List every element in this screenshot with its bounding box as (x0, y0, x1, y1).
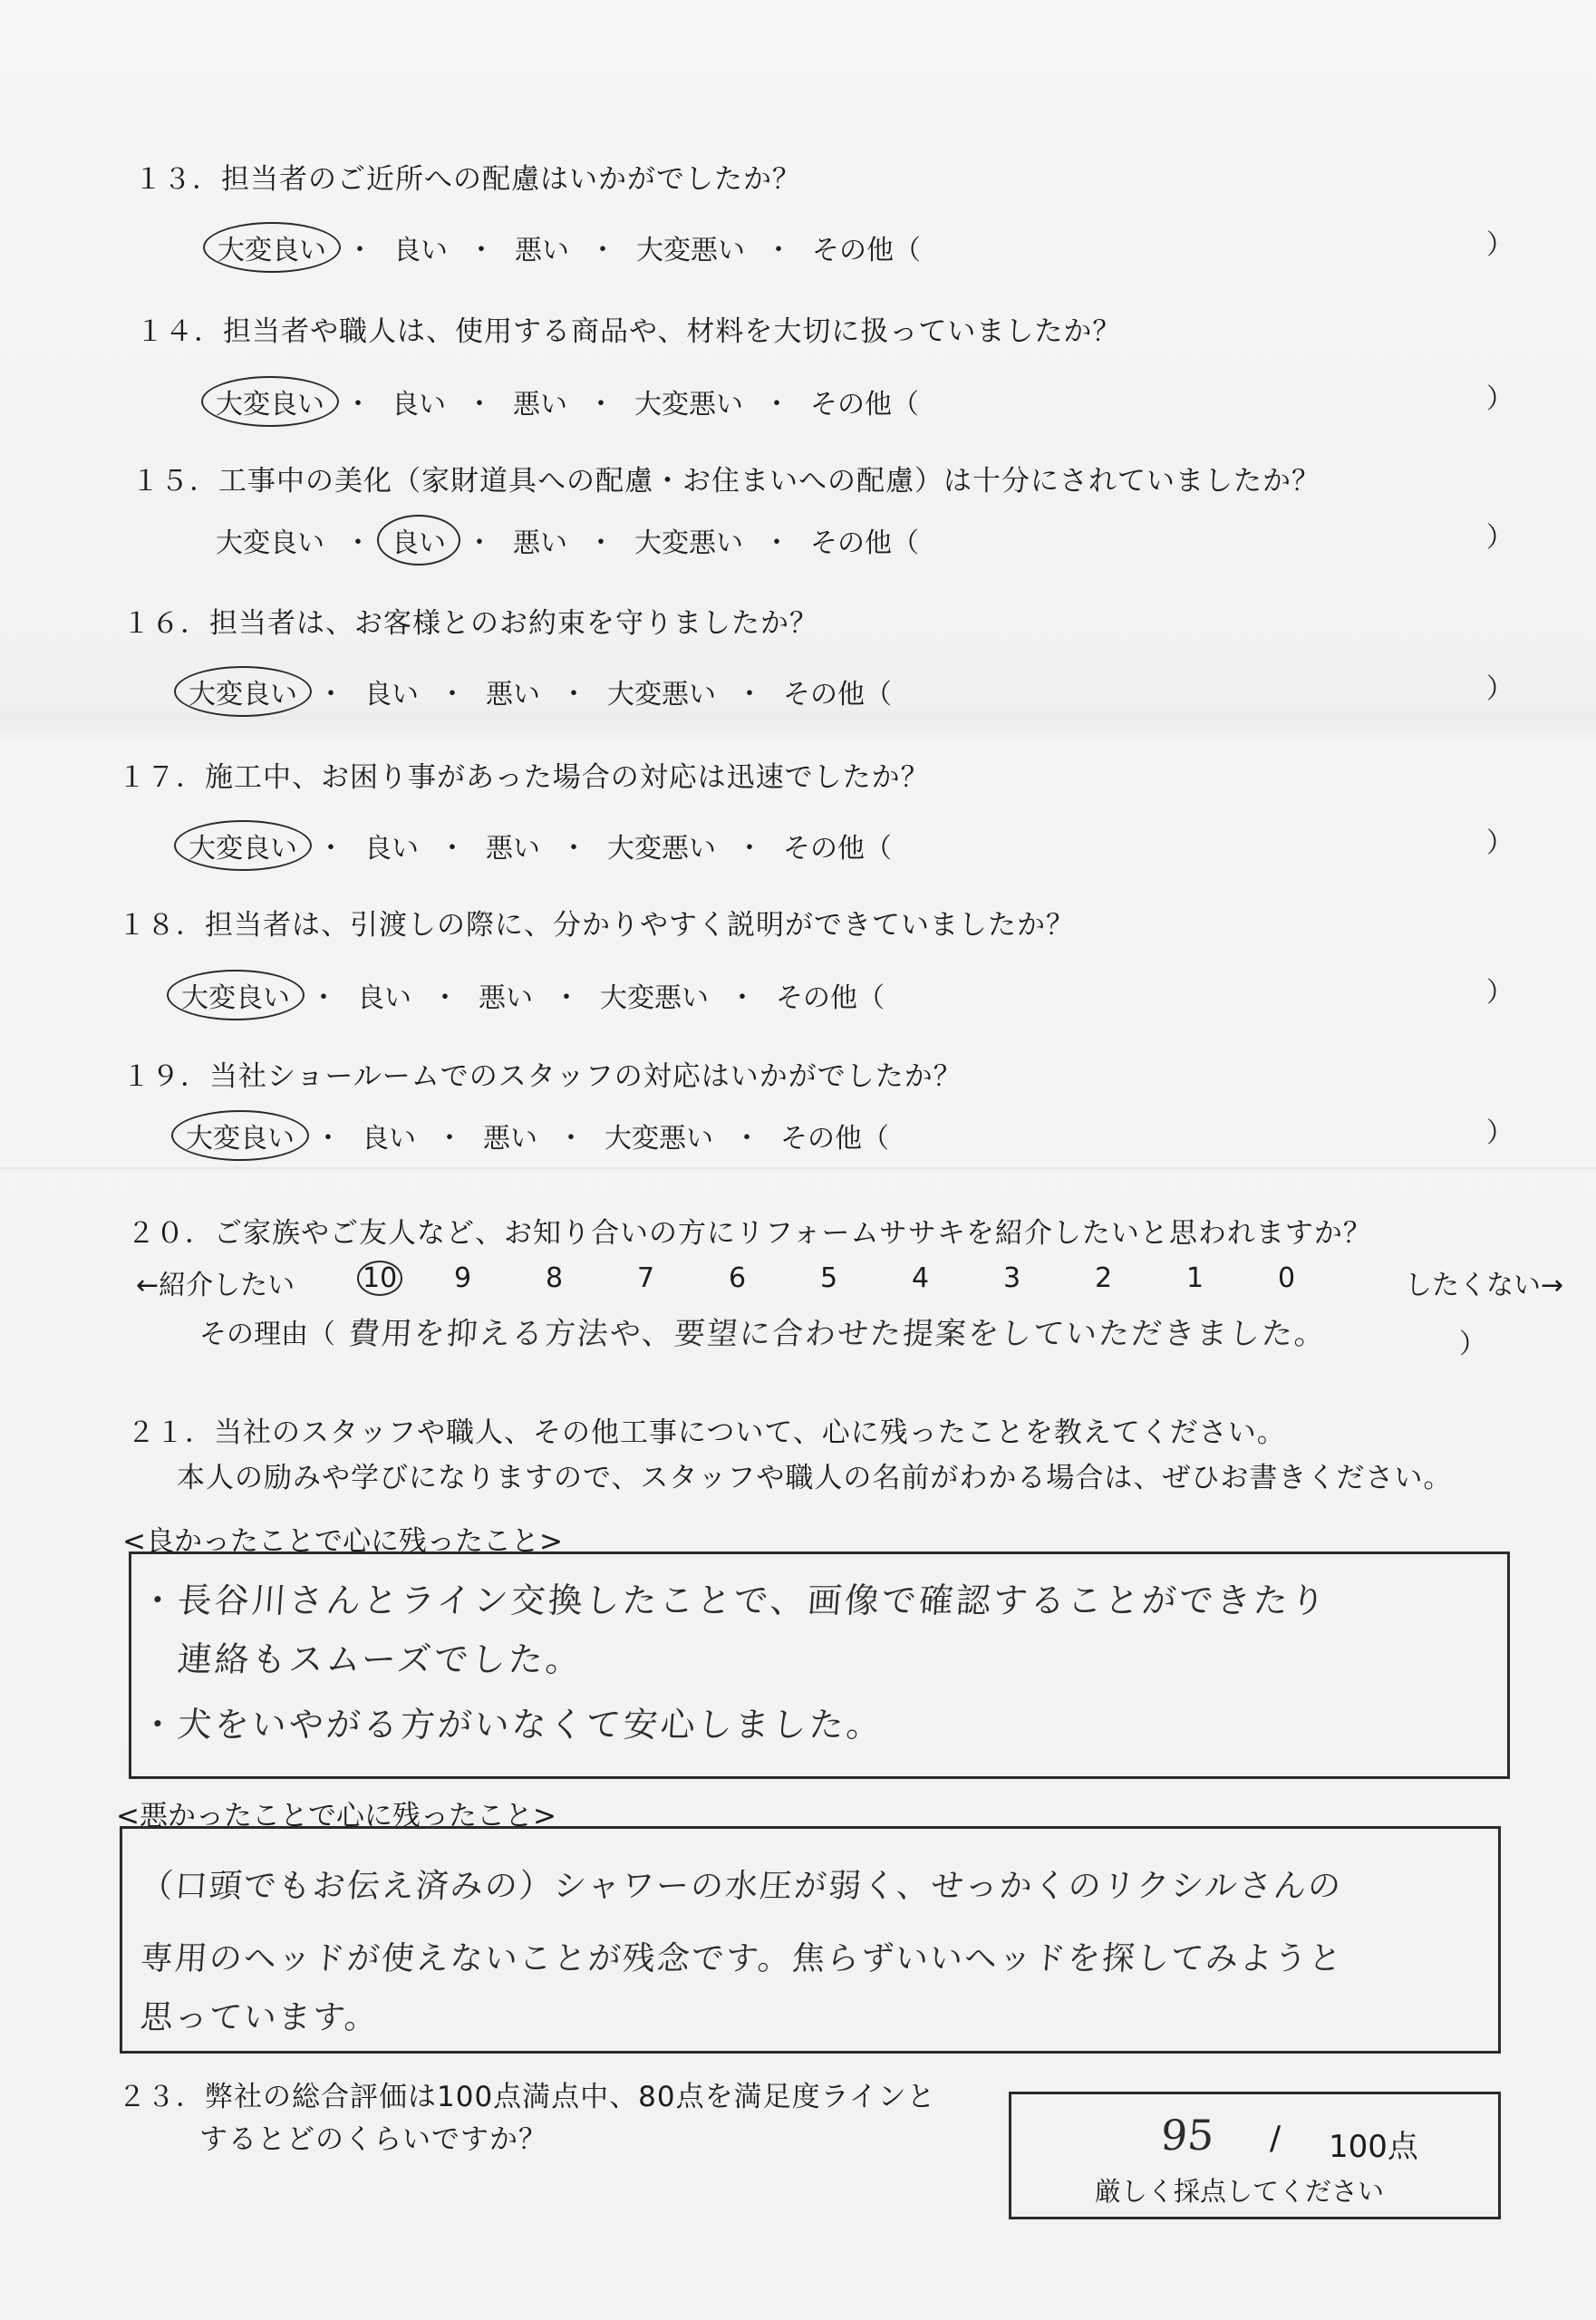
close-paren: ） (1486, 383, 1514, 415)
scale-option-2[interactable]: 2 (1095, 1262, 1113, 1294)
scale-option-6[interactable]: 6 (729, 1262, 747, 1294)
option-1[interactable]: 良い (364, 679, 419, 710)
q20-text: ２０．ご家族やご友人など、お知り合いの方にリフォームササキを紹介したいと思われますか？ (127, 1217, 1372, 1250)
score-slash: / (1270, 2120, 1282, 2157)
q23-subtext: するとどのくらいですか？ (199, 2123, 547, 2156)
option-2[interactable]: 悪い (515, 235, 569, 266)
question-18-text: １８．担当者は、引渡しの際に、分かりやすく説明ができていましたか？ (118, 909, 1075, 942)
option-3[interactable]: 大変悪い (605, 1123, 713, 1155)
good-label: <良かったことで心に残ったこと> (122, 1525, 563, 1558)
score-max: 100点 (1329, 2129, 1418, 2165)
reason-label: その理由（ (199, 1319, 335, 1350)
option-separator: ・ (439, 679, 466, 710)
question-13-text: １３．担当者のご近所への配慮はいかがでしたか？ (134, 163, 801, 196)
scale-right-label: したくない→ (1405, 1270, 1564, 1301)
option-separator: ・ (436, 1123, 463, 1155)
option-4[interactable]: その他（ (812, 235, 921, 266)
question-16-options (189, 666, 892, 717)
reason-text: 費用を抑える方法や、要望に合わせた提案をしていただきました。 (347, 1316, 1329, 1352)
scale-option-9[interactable]: 9 (454, 1262, 472, 1294)
option-separator: ・ (763, 389, 790, 420)
scale-left-label: ←紹介したい (136, 1270, 295, 1301)
option-separator: ・ (736, 679, 763, 710)
question-15-text: １５．工事中の美化（家財道具への配慮・お住まいへの配慮）は十分にされていましたか？ (131, 465, 1320, 498)
question-18-options (181, 970, 885, 1020)
option-3[interactable]: 大変悪い (636, 235, 745, 266)
option-separator: ・ (560, 833, 587, 865)
option-2[interactable]: 悪い (486, 679, 540, 710)
option-3[interactable]: 大変悪い (607, 833, 716, 865)
option-separator: ・ (587, 527, 614, 559)
question-17-options (189, 820, 892, 871)
option-separator: ・ (346, 235, 373, 266)
option-separator: ・ (431, 982, 459, 1014)
option-separator: ・ (763, 527, 790, 559)
option-2[interactable]: 悪い (513, 527, 567, 559)
close-paren: ） (1486, 827, 1514, 859)
option-separator: ・ (736, 833, 763, 865)
question-14-text: １４．担当者や職人は、使用する商品や、材料を大切に扱っていましたか？ (136, 315, 1122, 348)
score-note: 厳しく採点してください (1095, 2176, 1385, 2207)
option-0[interactable]: 大変良い (203, 222, 341, 273)
option-1[interactable]: 良い (393, 235, 448, 266)
option-separator: ・ (310, 982, 337, 1014)
close-paren: ） (1486, 229, 1514, 261)
bad-line-3: 思っています。 (139, 1999, 381, 2036)
option-separator: ・ (466, 389, 493, 420)
question-17-text: １７．施工中、お困り事があった場合の対応は迅速でしたか？ (118, 761, 930, 794)
paper-fold (0, 1167, 1596, 1169)
scale-option-10[interactable]: 10 (357, 1261, 402, 1296)
option-separator: ・ (344, 527, 372, 559)
scale-option-3[interactable]: 3 (1003, 1262, 1021, 1294)
scale-option-1[interactable]: 1 (1186, 1262, 1204, 1294)
option-separator: ・ (765, 235, 792, 266)
option-separator: ・ (344, 389, 372, 420)
q23-text: ２３．弊社の総合評価は100点満点中、80点を満足度ラインと (118, 2081, 936, 2113)
option-4[interactable]: その他（ (780, 1123, 889, 1155)
option-separator: ・ (317, 679, 344, 710)
option-2[interactable]: 悪い (479, 982, 533, 1014)
question-13-options (218, 222, 921, 273)
q21-subtext: 本人の励みや学びになりますので、スタッフや職人の名前がわかる場合は、ぜひお書きください。 (177, 1462, 1453, 1494)
option-3[interactable]: 大変悪い (634, 527, 743, 559)
option-1[interactable]: 良い (377, 515, 460, 566)
score-value: 95 (1159, 2111, 1216, 2160)
option-0[interactable]: 大変良い (201, 376, 339, 427)
question-15-options (216, 515, 919, 566)
option-3[interactable]: 大変悪い (607, 679, 716, 710)
good-line-3: ・犬をいやがる方がいなくて安心しました。 (139, 1705, 885, 1745)
scale-option-8[interactable]: 8 (546, 1262, 564, 1294)
close-paren: ） (1486, 1117, 1514, 1149)
option-0[interactable]: 大変良い (167, 970, 305, 1020)
question-19-options (186, 1110, 889, 1161)
option-separator: ・ (560, 679, 587, 710)
reason-close: ） (1459, 1329, 1486, 1360)
option-4[interactable]: その他（ (810, 527, 919, 559)
option-separator: ・ (468, 235, 495, 266)
option-1[interactable]: 良い (357, 982, 411, 1014)
option-2[interactable]: 悪い (513, 389, 567, 420)
score-box (1009, 2092, 1501, 2219)
option-0[interactable]: 大変良い (216, 527, 324, 559)
option-4[interactable]: その他（ (776, 982, 885, 1014)
bad-line-1: （口頭でもお伝え済みの）シャワーの水圧が弱く、せっかくのリクシルさんの (139, 1868, 1344, 1905)
good-line-1: ・長谷川さんとライン交換したことで、画像で確認することができたり (139, 1580, 1330, 1620)
option-separator: ・ (439, 833, 466, 865)
option-separator: ・ (314, 1123, 342, 1155)
option-separator: ・ (729, 982, 756, 1014)
close-paren: ） (1486, 522, 1514, 554)
option-separator: ・ (557, 1123, 585, 1155)
option-separator: ・ (466, 527, 493, 559)
option-separator: ・ (553, 982, 580, 1014)
option-separator: ・ (589, 235, 616, 266)
option-3[interactable]: 大変悪い (634, 389, 743, 420)
question-16-text: １６．担当者は、お客様とのお約束を守りましたか？ (122, 607, 818, 640)
option-4[interactable]: その他（ (810, 389, 919, 420)
option-0[interactable]: 大変良い (174, 820, 312, 871)
bad-label: <悪かったことで心に残ったこと> (116, 1800, 556, 1832)
question-14-options (216, 376, 919, 427)
scale-option-4[interactable]: 4 (912, 1262, 930, 1294)
option-4[interactable]: その他（ (783, 833, 892, 865)
scale-option-5[interactable]: 5 (820, 1262, 838, 1294)
option-separator: ・ (317, 833, 344, 865)
option-1[interactable]: 良い (362, 1123, 416, 1155)
option-4[interactable]: その他（ (783, 679, 892, 710)
good-box (129, 1552, 1510, 1779)
recommend-scale (136, 1262, 1568, 1299)
option-1[interactable]: 良い (364, 833, 419, 865)
option-separator: ・ (587, 389, 614, 420)
close-paren: ） (1486, 673, 1514, 705)
bad-line-2: 専用のヘッドが使えないことが残念です。焦らずいいヘッドを探してみようと (139, 1940, 1345, 1977)
option-separator: ・ (733, 1123, 760, 1155)
option-0[interactable]: 大変良い (171, 1110, 309, 1161)
scale-option-0[interactable]: 0 (1278, 1262, 1296, 1294)
option-0[interactable]: 大変良い (174, 666, 312, 717)
option-1[interactable]: 良い (392, 389, 446, 420)
good-line-2: 連絡もスムーズでした。 (139, 1639, 585, 1679)
question-19-text: １９．当社ショールームでのスタッフの対応はいかがでしたか？ (122, 1060, 962, 1093)
scale-option-7[interactable]: 7 (637, 1262, 655, 1294)
bad-box (120, 1826, 1501, 2054)
close-paren: ） (1486, 977, 1514, 1009)
option-2[interactable]: 悪い (483, 1123, 537, 1155)
q21-text: ２１．当社のスタッフや職人、その他工事について、心に残ったことを教えてください。 (127, 1416, 1286, 1449)
option-2[interactable]: 悪い (486, 833, 540, 865)
option-3[interactable]: 大変悪い (600, 982, 709, 1014)
